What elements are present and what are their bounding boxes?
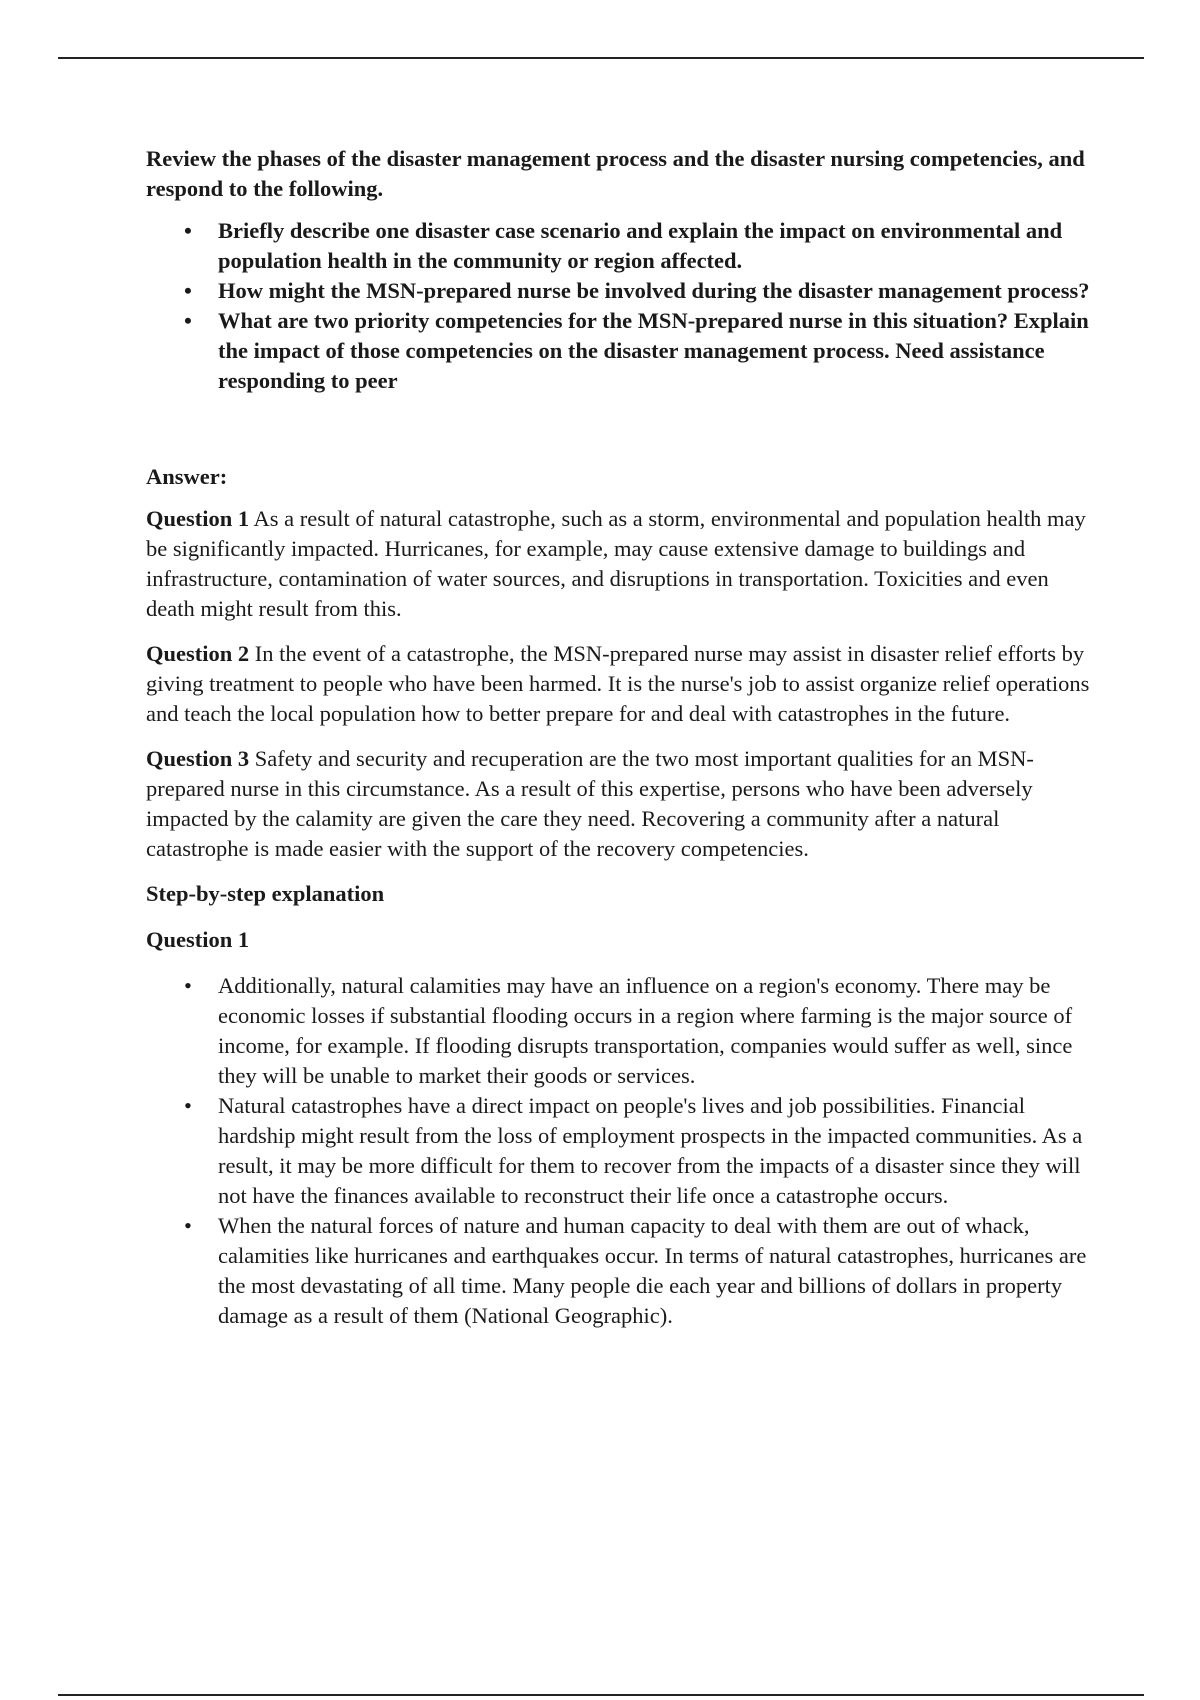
explanation-bullet-text: Natural catastrophes have a direct impact on people's lives and job possibilities. Financial hardship might result from the loss of employment prospects in the impacted communities. As a result, it may be more difficult for them to recover from the impacts of a disaster since they will not have the finances available to reconstruct their life once a catastrophe occurs. <box>218 1093 1083 1208</box>
explanation-heading: Step-by-step explanation <box>146 881 385 906</box>
answer-text-2: In the event of a catastrophe, the MSN-prepared nurse may assist in disaster relief efforts by giving treatment to people who have been harmed. It is the nurse's job to assist organize relief operations and teach the local population how to better prepare for and deal with catastrophes in the future. <box>146 641 1090 726</box>
answer-paragraph-3 <box>146 744 1096 864</box>
prompt-bullet-text: Briefly describe one disaster case scenario and explain the impact on environmental and population health in the community or region affected. <box>218 218 1063 273</box>
answer-paragraph-1 <box>146 504 1096 624</box>
footer-rule <box>58 1694 1144 1696</box>
list-item <box>146 216 1096 276</box>
bullet-icon: • <box>184 278 192 303</box>
explanation-bullet-text: Additionally, natural calamities may have an influence on a region's economy. There may be economic losses if substantial flooding occurs in a region where farming is the major source of income, for example. If flooding disrupts transportation, companies would suffer as well, since they will be unable to market their goods or services. <box>218 973 1073 1088</box>
prompt-bullet-list <box>146 216 1096 396</box>
list-item <box>146 1211 1096 1331</box>
bullet-icon: • <box>184 973 192 998</box>
answer-heading: Answer: <box>146 464 228 489</box>
prompt-bullet-text: What are two priority competencies for the MSN-prepared nurse in this situation? Explain the impact of those competencies on the disaster management process. Need assistance responding to peer <box>218 308 1089 393</box>
explanation-subheading: Question 1 <box>146 927 250 952</box>
answer-label-1: Question 1 <box>146 506 250 531</box>
header-rule <box>58 57 1144 59</box>
bullet-icon: • <box>184 1093 192 1118</box>
answer-paragraph-2 <box>146 639 1096 729</box>
list-item <box>146 306 1096 396</box>
prompt-intro: Review the phases of the disaster management process and the disaster nursing competencies, and respond to the following. <box>146 146 1085 201</box>
list-item <box>146 971 1096 1091</box>
section-spacer <box>146 396 1096 462</box>
bullet-icon: • <box>184 308 192 333</box>
answer-label-2: Question 2 <box>146 641 250 666</box>
list-item <box>146 276 1096 306</box>
explanation-bullet-list <box>146 971 1096 1331</box>
list-item <box>146 1091 1096 1211</box>
answer-text-1: As a result of natural catastrophe, such as a storm, environmental and population health may be significantly impacted. Hurricanes, for example, may cause extensive damage to buildings and infrastructure, contamination of water sources, and disruptions in transportation. Toxicities and even death might result from this. <box>146 506 1086 621</box>
prompt-bullet-text: How might the MSN-prepared nurse be involved during the disaster management process? <box>218 278 1090 303</box>
answer-text-3: Safety and security and recuperation are the two most important qualities for an MSN-prepared nurse in this circumstance. As a result of this expertise, persons who have been adversely impacted by the calamity are given the care they need. Recovering a community after a natural catastrophe is made easier with the support of the recovery competencies. <box>146 746 1034 861</box>
answer-label-3: Question 3 <box>146 746 250 771</box>
document-body <box>146 144 1096 1331</box>
bullet-icon: • <box>184 218 192 243</box>
bullet-icon: • <box>184 1213 192 1238</box>
explanation-bullet-text: When the natural forces of nature and human capacity to deal with them are out of whack, calamities like hurricanes and earthquakes occur. In terms of natural catastrophes, hurricanes are the most devastating of all time. Many people die each year and billions of dollars in property damage as a result of them (National Geographic). <box>218 1213 1087 1328</box>
